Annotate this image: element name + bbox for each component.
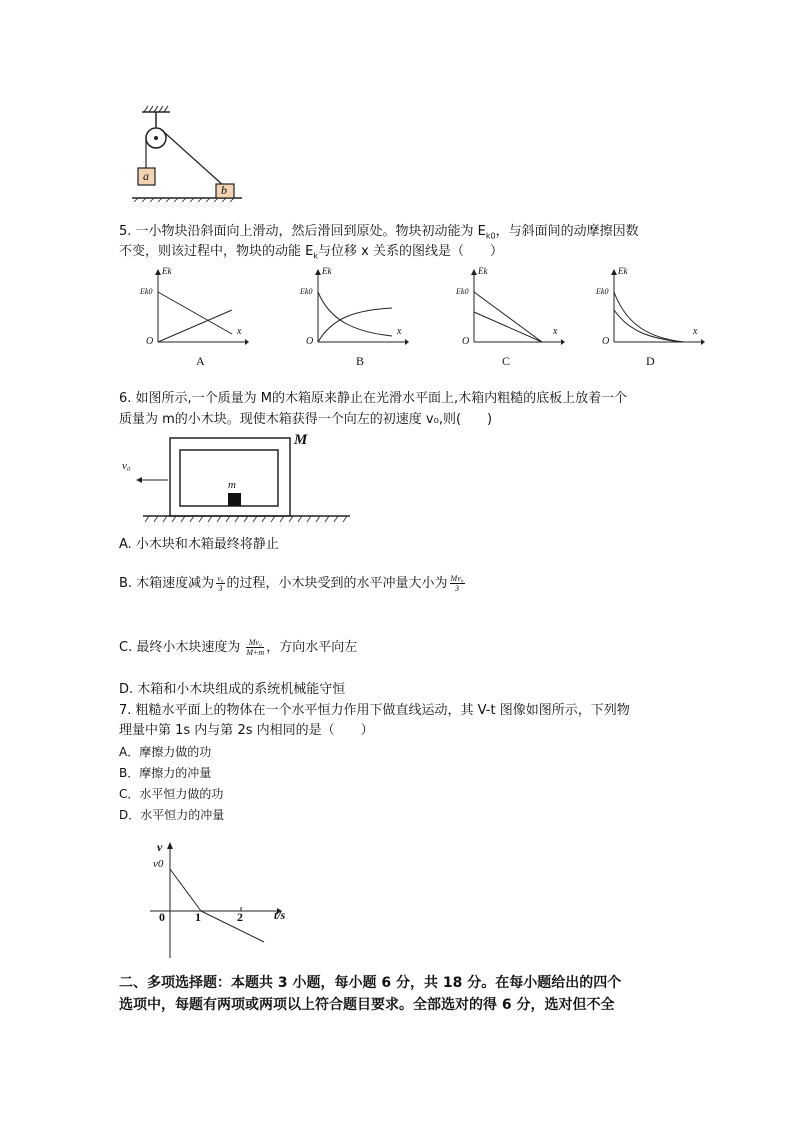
q5c-ylabel: Ek (478, 266, 488, 276)
q6-label-v0: v₀ (122, 460, 131, 472)
q5d-y0label: Ek0 (596, 287, 609, 296)
q7-v0: v0 (153, 858, 164, 870)
q6-label-m: m (228, 479, 236, 491)
q7-option-C[interactable]: C．水平恒力做的功 (119, 787, 224, 801)
q5c-xlabel: x (553, 326, 558, 337)
q7-ylabel: v (157, 840, 163, 854)
q5-line1: 5. 一小物块沿斜面向上滑动，然后滑回到原处。物块初动能为 $E_{k0}$，与斜面间的动摩擦因数 (119, 224, 639, 241)
q5b-ylabel: Ek (322, 266, 332, 276)
q5c-y0label: Ek0 (456, 287, 469, 296)
q5d-origin: O (602, 336, 610, 347)
q6-line2: 质量为 m的小木块。现使木箱获得一个向左的初速度 v₀,则( ) (119, 412, 493, 427)
q7-vt-graph (150, 838, 310, 960)
q5-graph-A (140, 266, 250, 374)
q7-option-D[interactable]: D．水平恒力的冲量 (119, 808, 225, 822)
q5-line2: 不变，则该过程中，物块的动能 $E_k$与位移 x 关系的图线是（ ） (119, 244, 503, 261)
q7-option-A[interactable]: A．摩擦力做的功 (119, 745, 212, 759)
q5c-origin: O (462, 336, 470, 347)
q5-option-C[interactable]: C (502, 354, 511, 368)
q5a-y0label: Ek0 (140, 287, 153, 296)
q7-tick-0: 0 (159, 910, 165, 924)
q5d-xlabel: x (693, 326, 698, 337)
q7-tick-1: 1 (195, 910, 201, 924)
q6-line1: 6. 如图所示,一个质量为 M的木箱原来静止在光滑水平面上,木箱内粗糙的底板上放着一个 (119, 391, 628, 406)
q7-line1: 7. 粗糙水平面上的物体在一个水平恒力作用下做直线运动，其 V-t 图像如图所示，下列物 (119, 703, 630, 718)
q5-option-B[interactable]: B (356, 354, 365, 368)
q5-option-A[interactable]: A (196, 354, 205, 368)
small-block-m (228, 493, 241, 506)
q6-box-figure (118, 430, 358, 526)
q6-label-M: M (294, 432, 308, 448)
q5a-origin: O (146, 336, 154, 347)
section2-line2: 选项中，每题有两项或两项以上符合题目要求。全部选对的得 6 分，选对但不全 (119, 997, 615, 1013)
q5d-ylabel: Ek (618, 266, 628, 276)
pulley-figure (130, 100, 250, 202)
q5b-y0label: Ek0 (300, 287, 313, 296)
section2-line1: 二、多项选择题：本题共 3 小题，每小题 6 分，共 18 分。在每小题给出的四个 (119, 975, 622, 991)
q5-option-D[interactable]: D (646, 354, 655, 368)
q5b-origin: O (306, 336, 314, 347)
q7-tick-2: 2 (237, 910, 243, 924)
q6-option-D[interactable]: D. 木箱和小木块组成的系统机械能守恒 (119, 682, 346, 697)
q5a-xlabel: x (237, 326, 242, 337)
q7-line2: 理量中第 1s 内与第 2s 内相同的是（ ） (119, 723, 374, 738)
block-a-label: a (143, 169, 149, 183)
q5b-xlabel: x (397, 326, 402, 337)
q6-option-A[interactable]: A. 小木块和木箱最终将静止 (119, 537, 279, 552)
q7-option-B[interactable]: B．摩擦力的冲量 (119, 766, 212, 780)
q6-option-B[interactable]: B. 木箱速度减为 $\frac{\text{v₀}}{3}$ 的过程，小木块受到的水平冲量大小为 $\frac{\text{Mv₀}}{3}$ (119, 574, 464, 593)
q5-graph-B (300, 266, 410, 374)
q5a-ylabel: Ek (162, 266, 172, 276)
q6-option-C[interactable]: C. 最终小木块速度为 $\frac{\text{Mv₀}}{M+m}$ ，方向水平向左 (119, 638, 358, 657)
block-b-label: b (221, 183, 227, 197)
q5-graph-C (456, 266, 566, 374)
q7-xlabel: t/s (274, 908, 286, 922)
q5-graph-D (596, 266, 706, 374)
